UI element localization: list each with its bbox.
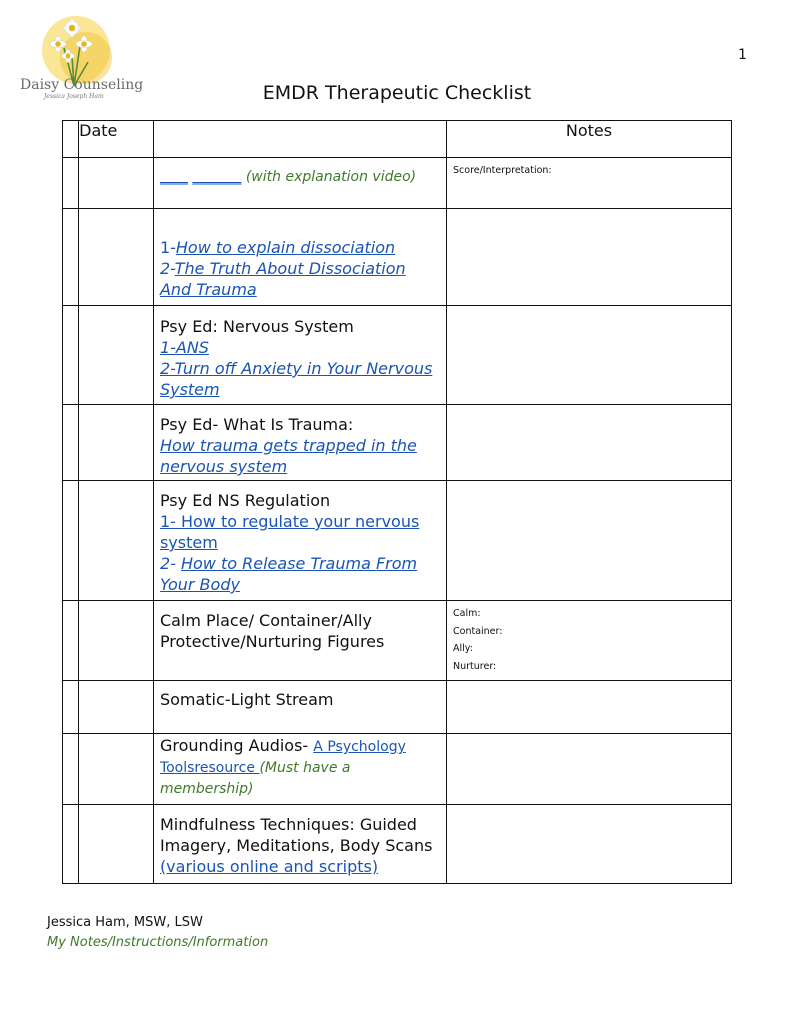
date-cell[interactable] [79,209,154,306]
membership-note: (Must have a membership) [159,760,351,797]
item-cell [153,681,446,734]
date-cell[interactable] [79,734,154,805]
item-cell [153,158,446,209]
online-scripts-link[interactable]: (various online and scripts) [159,857,379,876]
item-heading: Psy Ed: Nervous System [159,317,354,336]
number-2: 2- [159,554,181,573]
table-header-row [63,121,732,158]
page-title: EMDR Therapeutic Checklist [262,82,532,104]
blank-link-2[interactable]: _______ [192,169,242,185]
psychology-tools-link-2[interactable]: Toolsresource [159,760,260,776]
date-cell[interactable] [79,601,154,681]
date-cell[interactable] [79,158,154,209]
author-name: Jessica Ham, MSW, LSW [47,915,203,930]
table-row [63,158,732,209]
table-row [63,481,732,601]
checkbox-cell[interactable] [63,681,79,734]
item-cell [153,481,446,601]
notes-header: Notes [447,121,732,158]
checkbox-cell[interactable] [63,601,79,681]
checkbox-cell[interactable] [63,209,79,306]
notes-cell[interactable] [447,805,732,884]
date-header: Date [79,121,154,158]
item-cell [153,805,446,884]
number-1: 1- [159,238,176,257]
date-cell[interactable] [79,681,154,734]
container-label: Container: [453,625,503,637]
score-label: Score/Interpretation: [453,165,552,176]
item-cell [153,601,446,681]
footer-note: My Notes/Instructions/Information [47,935,269,950]
checkbox-cell[interactable] [63,121,79,158]
date-cell[interactable] [79,481,154,601]
item-cell [153,734,446,805]
calm-label: Calm: [453,608,481,619]
checkbox-cell[interactable] [63,405,79,481]
dissociation-trauma-link[interactable]: The Truth About Dissociation And Trauma [159,259,406,299]
ans-link[interactable]: 1-ANS [159,338,209,357]
notes-cell[interactable] [447,681,732,734]
item-heading: Grounding Audios- [159,736,309,755]
item-header [153,121,446,158]
explanation-video-note: (with explanation video) [245,169,417,185]
item-heading: Somatic-Light Stream [159,690,334,709]
nurturer-label: Nurturer: [453,660,497,672]
checkbox-cell[interactable] [63,306,79,405]
logo-tagline: Jessica Joseph Ham [44,93,104,100]
trauma-trapped-link[interactable]: How trauma gets trapped in the nervous system [159,436,417,476]
number-2: 2- [159,259,175,278]
notes-cell[interactable] [447,158,732,209]
checklist-table [62,120,732,884]
table-row [63,681,732,734]
notes-cell[interactable] [447,209,732,306]
table-row [63,601,732,681]
ally-label: Ally: [453,643,473,654]
checkbox-cell[interactable] [63,734,79,805]
psychology-tools-link[interactable]: A Psychology [313,739,406,755]
item-heading: Mindfulness Techniques: Guided Imagery, Meditations, Body Scans [159,815,433,855]
page-number: 1 [738,47,747,63]
item-heading: Psy Ed NS Regulation [159,491,331,510]
notes-cell[interactable] [447,405,732,481]
logo-name: Daisy Counseling [20,77,144,93]
blank-link-1[interactable]: ____ [159,169,188,185]
notes-cell[interactable] [447,734,732,805]
notes-cell[interactable] [447,481,732,601]
anxiety-nervous-system-link[interactable]: 2-Turn off Anxiety in Your Nervous System [159,359,433,399]
release-trauma-link[interactable]: How to Release Trauma From Your Body [159,554,418,594]
checkbox-cell[interactable] [63,481,79,601]
dissociation-link[interactable]: How to explain dissociation [175,238,396,257]
table-row [63,405,732,481]
date-cell[interactable] [79,405,154,481]
date-cell[interactable] [79,805,154,884]
date-cell[interactable] [79,306,154,405]
checkbox-cell[interactable] [63,158,79,209]
item-cell [153,306,446,405]
notes-cell[interactable] [447,601,732,681]
table-row [63,805,732,884]
item-cell [153,405,446,481]
item-cell [153,209,446,306]
checkbox-cell[interactable] [63,805,79,884]
table-row [63,306,732,405]
item-heading: Calm Place/ Container/Ally Protective/Nurturing Figures [159,611,385,651]
table-row [63,209,732,306]
item-heading: Psy Ed- What Is Trauma: [159,415,354,434]
regulate-nervous-system-link[interactable]: 1- How to regulate your nervous system [159,512,420,552]
notes-cell[interactable] [447,306,732,405]
table-row [63,734,732,805]
